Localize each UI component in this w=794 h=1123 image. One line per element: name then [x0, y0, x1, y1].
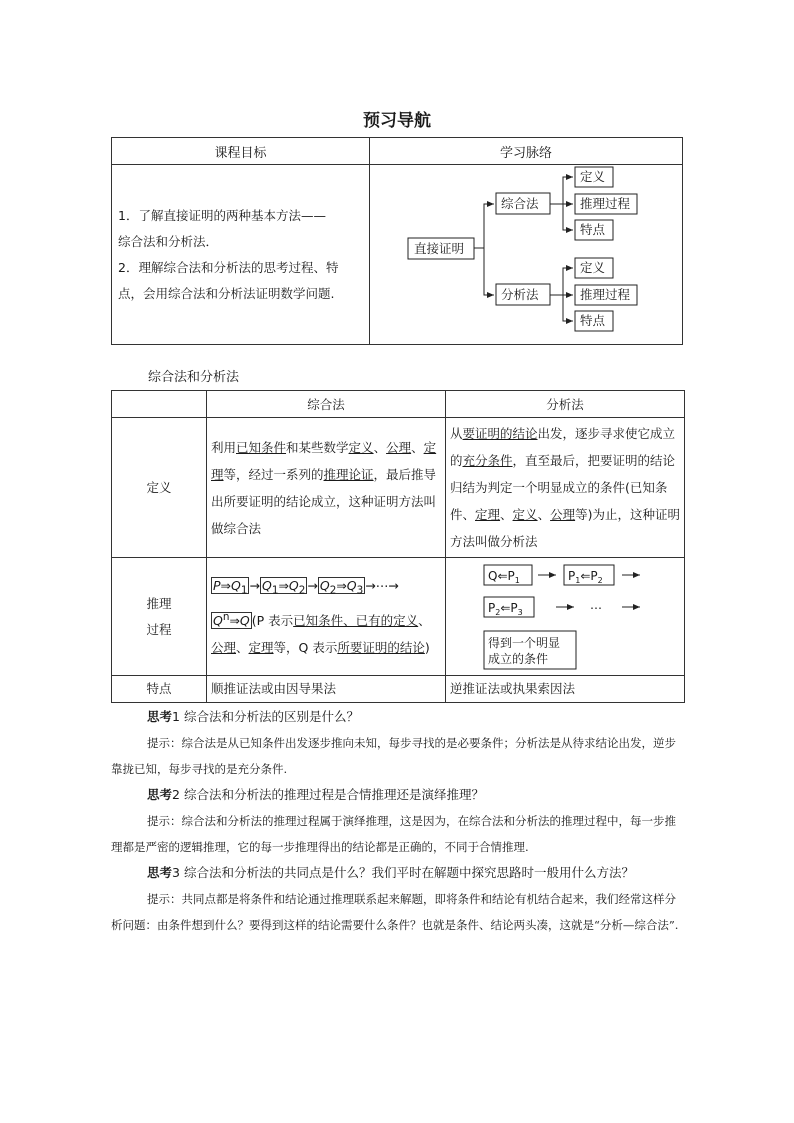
synthetic-header: 综合法 [207, 391, 446, 418]
think-section [111, 704, 685, 938]
process-box-label: $P_1⇐P_2$ [568, 569, 603, 585]
goal-table [111, 137, 683, 345]
think-question: 思考2 综合法和分析法的推理过程是合情推理还是演绎推理？ [147, 787, 484, 802]
synthetic-definition-text: 利用已知条件和某些数学定义、公理、定理等，经过一系列的推理论证，最后推导出所要证明的结论成立，这种证明方法叫做综合法 [211, 439, 437, 536]
analytic-definition [446, 418, 685, 558]
process-box-label: $P_2⇐P_3$ [488, 601, 523, 617]
synthetic-process [207, 558, 446, 676]
goal-line: 综合法和分析法． [118, 233, 219, 249]
goal-text [112, 165, 370, 345]
synthetic-feature: 顺推证法或由因导果法 [207, 676, 446, 703]
process-dots: ⋯ [590, 601, 602, 615]
synthetic-definition [207, 418, 446, 558]
diagram-leaf-label: 推理过程 [580, 287, 631, 302]
analytic-process-diagram [446, 559, 684, 671]
synthetic-process-text: $P\Rightarrow Q_1$ → $Q_1\Rightarrow Q_2$ → $Q_2\Rightarrow Q_3$ →⋯→ $Q^n\Rightarrow Q$ (P 表示已知条件、已有的定义、公理、定理等，Q 表示所要证明的结论) [211, 577, 431, 656]
diagram-leaf-label: 定义 [580, 260, 606, 275]
diagram-leaf-label: 特点 [580, 313, 606, 328]
think-question: 思考1 综合法和分析法的区别是什么？ [147, 709, 359, 724]
diagram-leaf-label: 推理过程 [580, 196, 631, 211]
methods-table [111, 390, 685, 703]
goal-line: 1．了解直接证明的两种基本方法—— [118, 207, 326, 223]
analytic-header: 分析法 [446, 391, 685, 418]
process-box-label: 成立的条件 [488, 652, 549, 666]
diagram-header: 学习脉络 [370, 138, 683, 165]
diagram-leaf-label: 定义 [580, 169, 606, 184]
learning-diagram-cell [370, 165, 683, 345]
think-hint: 提示：综合法是从已知条件出发逐步推向未知，每步寻找的是必要条件；分析法是从待求结论出发，逆步靠拢已知，每步寻找的是充分条件. [111, 736, 676, 776]
corner-cell [112, 391, 207, 418]
think-hint: 提示：共同点都是将条件和结论通过推理联系起来解题，即将条件和结论有机结合起来，我们经常这样分析问题：由条件想到什么？要得到这样的结论需要什么条件？也就是条件、结论两头凑，这就是“分析—综合法”. [111, 892, 679, 932]
think-question: 思考3 综合法和分析法的共同点是什么？我们平时在解题中探究思路时一般用什么方法？ [147, 865, 634, 880]
analytic-definition-text: 从要证明的结论出发，逐步寻求使它成立的充分条件，直至最后，把要证明的结论归结为判定一个明显成立的条件(已知条件、定理、定义、公理等)为止，这种证明方法叫做分析法 [450, 426, 680, 549]
row-label-definition: 定义 [112, 418, 207, 558]
diagram-branch-label: 分析法 [501, 287, 539, 302]
analytic-feature: 逆推证法或执果索因法 [446, 676, 685, 703]
process-box-label: 得到一个明显 [488, 636, 561, 650]
section-label: 综合法和分析法 [148, 370, 240, 385]
goal-header: 课程目标 [112, 138, 370, 165]
diagram-root-label: 直接证明 [414, 241, 465, 256]
goal-line: 点，会用综合法和分析法证明数学问题. [118, 285, 335, 301]
learning-diagram [370, 165, 682, 340]
diagram-leaf-label: 特点 [580, 222, 606, 237]
row-label-feature: 特点 [112, 676, 207, 703]
page-title: 预习导航 [363, 111, 431, 131]
think-hint: 提示：综合法和分析法的推理过程属于演绎推理，这是因为，在综合法和分析法的推理过程中，每一步推理都是严密的逻辑推理，它的每一步推理得出的结论都是正确的，不同于合情推理. [111, 814, 676, 854]
goal-line: 2．理解综合法和分析法的思考过程、特 [118, 259, 339, 275]
process-box-label: $Q⇐P_1$ [488, 569, 520, 585]
row-label-process: 推理 过程 [112, 558, 207, 676]
diagram-branch-label: 综合法 [501, 196, 539, 211]
analytic-process [446, 558, 685, 676]
